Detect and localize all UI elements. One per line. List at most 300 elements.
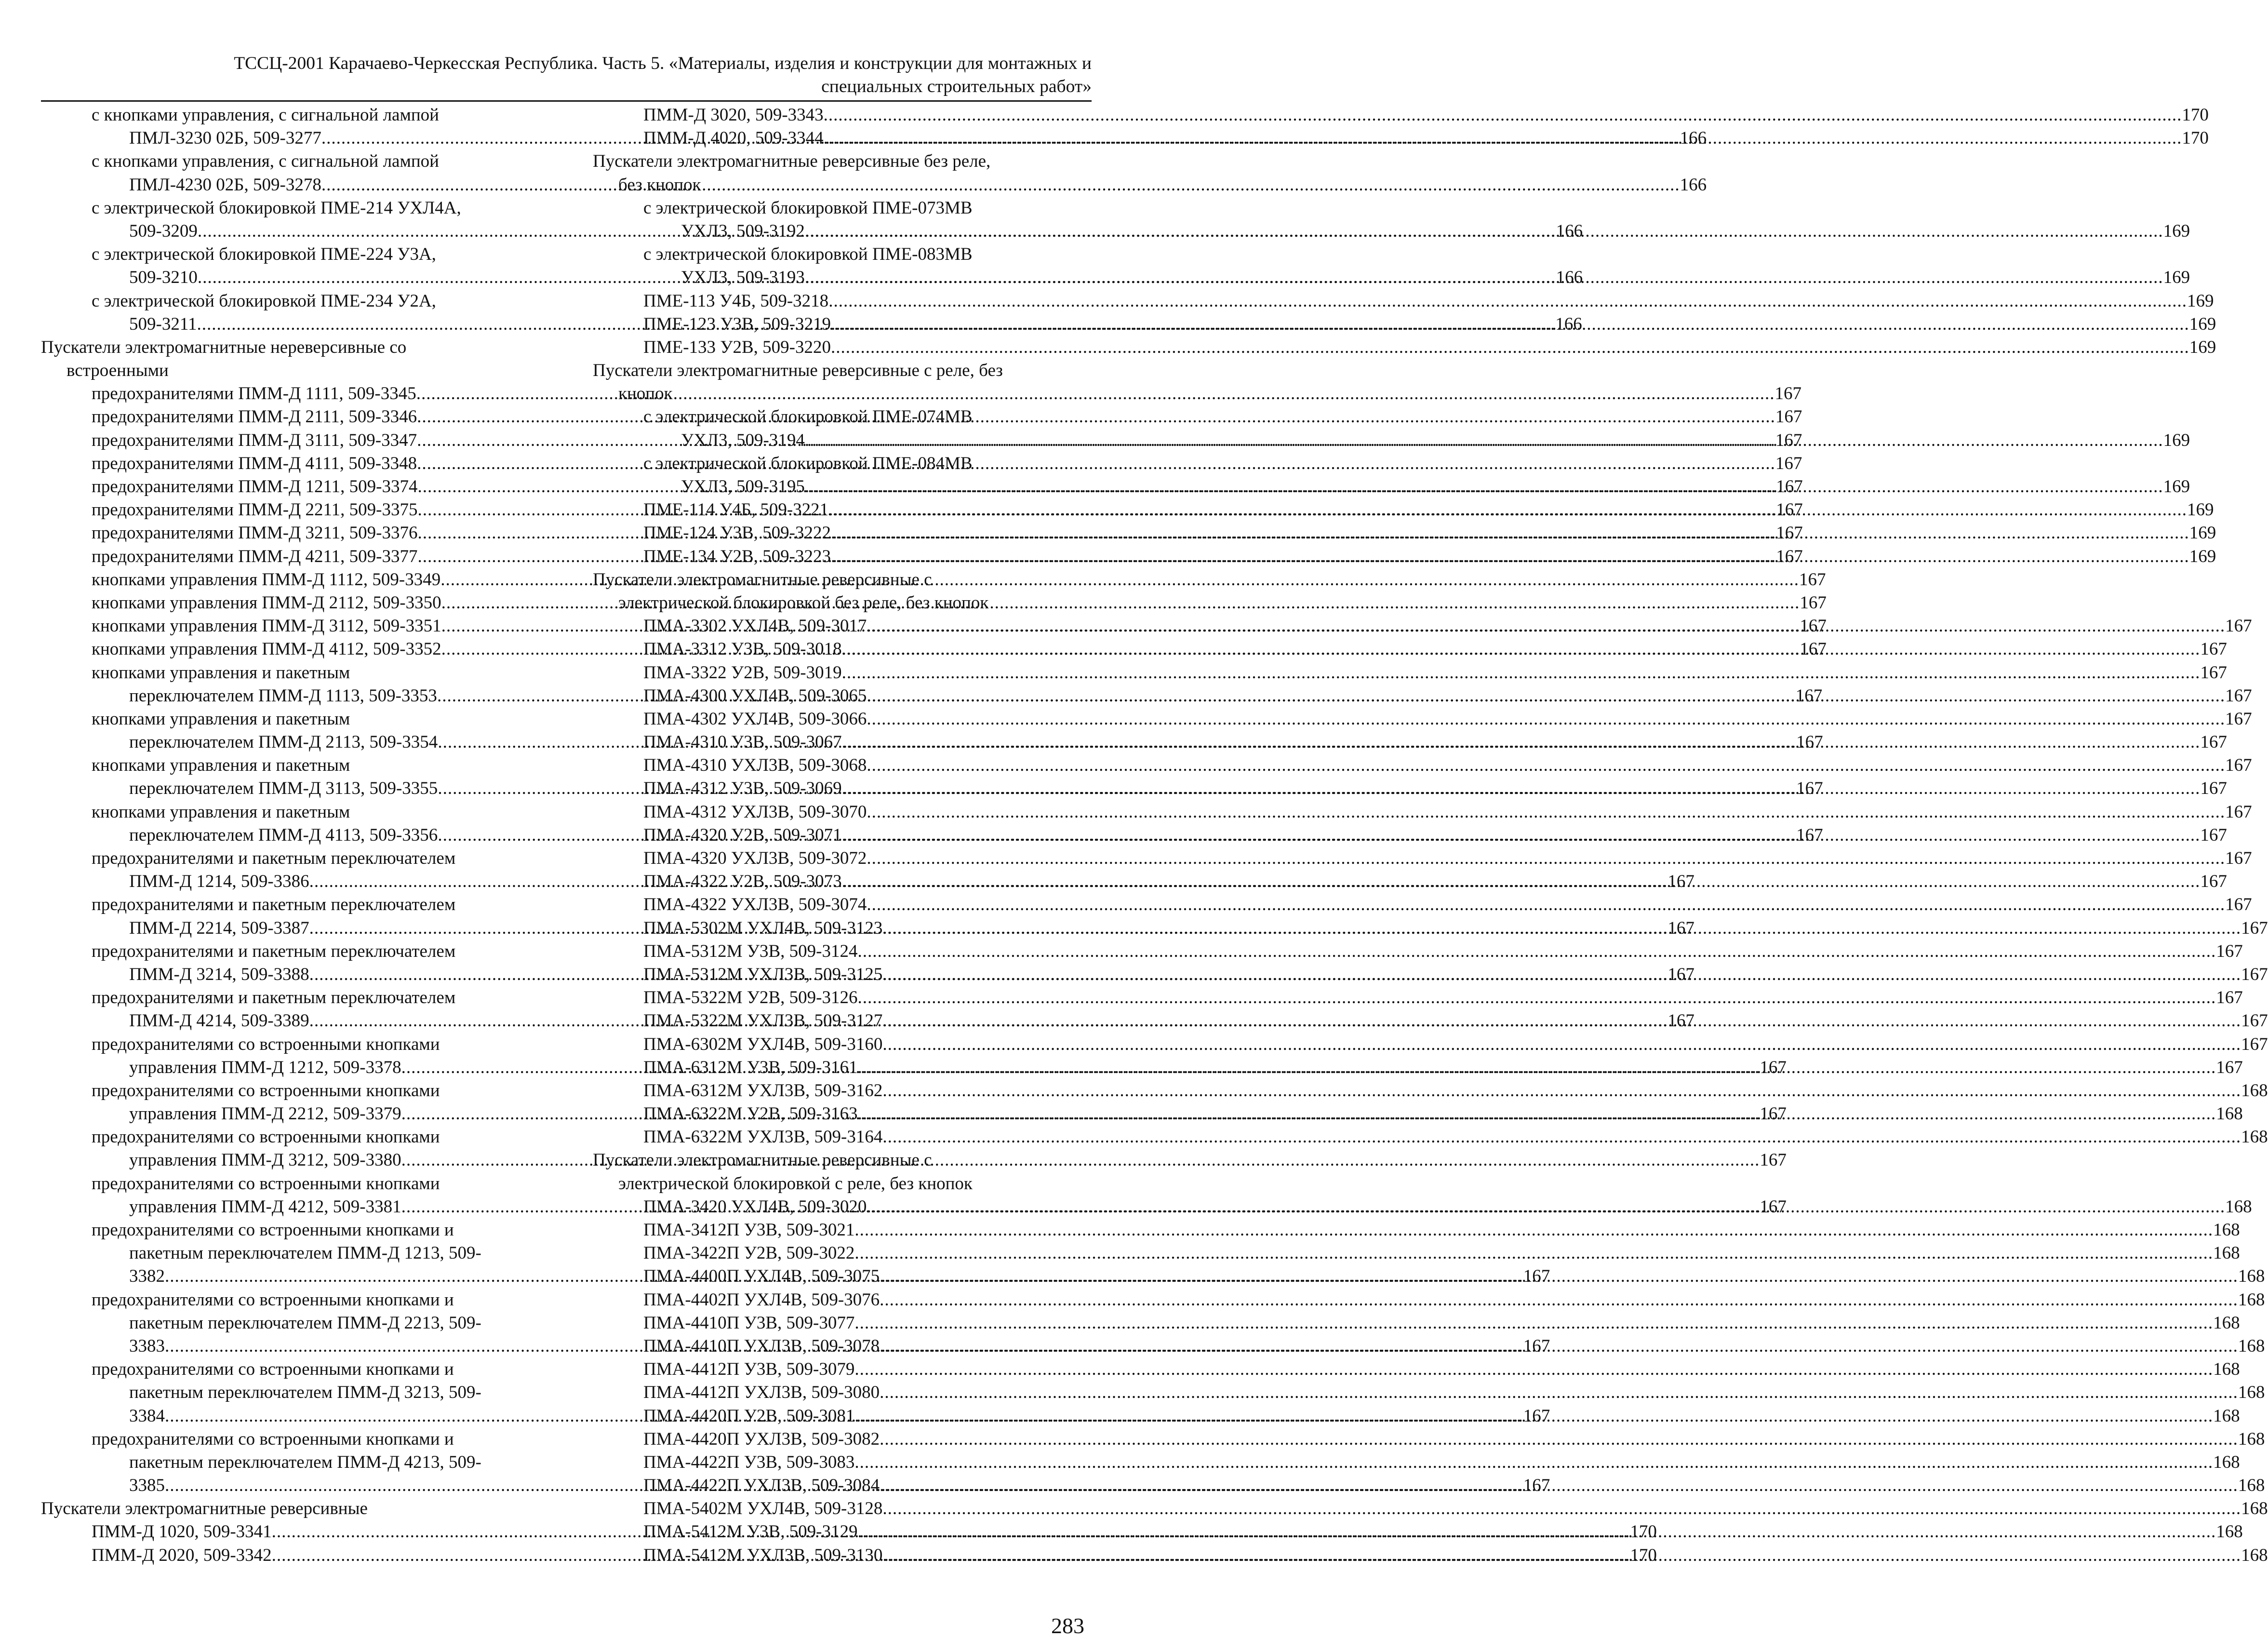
entry-page: 167 [2225,709,2252,729]
index-entry [41,1289,533,1312]
index-entry [593,708,2252,731]
index-entry [593,1312,2240,1335]
index-entry [41,1079,533,1102]
dot-leader [882,1544,2241,1567]
dot-leader [854,1451,2213,1474]
dot-leader [880,1474,2238,1497]
index-entry [41,1358,533,1381]
entry-page: 167 [1795,685,1823,706]
entry-text: ПМА-6322М УХЛ3В, 509-3164 [643,1127,883,1147]
running-header [39,52,1092,98]
entry-text: ПМЕ-133 У2В, 509-3220 [643,337,831,357]
entry-page: 167 [2225,895,2252,915]
index-entry [41,661,533,685]
entry-text: предохранителями со встроенными кнопками и [92,1220,454,1240]
entry-text: пакетным переключателем ПММ-Д 2213, 509- [129,1313,481,1333]
entry-text: кнопками управления и пакетным [92,755,350,776]
header-line-2: специальных строительных работ» [821,77,1092,96]
entry-text: кнопками управления и пакетным [92,662,350,683]
index-entry [593,1056,2243,1079]
index-entry [593,290,2214,313]
entry-text: ПМА-4422П У3В, 509-3083 [643,1452,855,1472]
entry-page: 167 [1776,523,1803,543]
entry-page: 167 [1668,1011,1694,1031]
entry-text: УХЛ3, 509-3192 [681,221,805,241]
dot-leader [831,336,2189,359]
index-entry [593,685,2252,708]
dot-leader [882,1126,2241,1149]
dot-leader [805,429,2163,452]
entry-text: ПМА-3322 У2В, 509-3019 [643,662,842,683]
index-entry [41,893,533,916]
entry-text: с электрической блокировкой ПМЕ-083МВ [643,244,973,265]
entry-text: предохранителями ПММ-Д 1211, 509-3374 [92,477,418,497]
entry-text: ПММ-Д 3020, 509-3343 [643,105,824,125]
dot-leader [842,777,2201,800]
index-entry [593,824,2227,847]
dot-leader [867,1195,2225,1219]
entry-text: кнопок [618,384,673,404]
entry-text: ПМА-5312М У3В, 509-3124 [643,941,858,961]
entry-page: 167 [1523,1476,1550,1496]
entry-page: 167 [1668,964,1694,984]
dot-leader [842,661,2201,685]
dot-leader [842,731,2201,754]
entry-page: 167 [1796,779,1823,799]
entry-page: 167 [2241,1034,2268,1054]
entry-text: предохранителями со встроенными кнопками и [92,1429,454,1449]
entry-page: 167 [1523,1336,1550,1356]
entry-text: предохранителями и пакетным переключателем [92,988,456,1008]
dot-leader [882,1009,2241,1033]
entry-page: 167 [2241,964,2268,984]
entry-page: 168 [2213,1220,2240,1240]
index-entry [41,150,533,173]
index-entry [593,777,2227,800]
entry-text: ПМА-6322М У2В, 509-3163 [643,1104,858,1124]
index-entry [41,104,533,127]
entry-text: УХЛ3, 509-3195 [681,477,805,497]
entry-page: 169 [2189,314,2216,334]
entry-text: Пускатели электромагнитные нереверсивные со [41,337,407,357]
index-entry [41,1172,533,1195]
index-entry [41,708,533,731]
entry-text: Пускатели электромагнитные реверсивные без реле, [593,151,991,172]
entry-text: ПМА-4412П УХЛ3В, 509-3080 [643,1383,880,1403]
dot-leader [858,1102,2216,1126]
entry-text: ПММ-Д 3214, 509-3388 [129,964,309,984]
index-entry [593,661,2227,685]
dot-leader [858,1056,2216,1079]
entry-page: 167 [1668,918,1694,938]
dot-leader [805,266,2163,289]
entry-text: с кнопками управления, с сигнальной лампой [92,105,439,125]
header-divider [41,100,1092,102]
entry-text: кнопками управления и пакетным [92,709,350,729]
entry-text: ПМЕ-114 У4Б, 509-3221 [643,500,829,520]
entry-text: управления ПММ-Д 4212, 509-3381 [129,1196,401,1217]
dot-leader [828,498,2187,522]
entry-text: с кнопками управления, с сигнальной лампой [92,151,439,172]
entry-text: переключателем ПММ-Д 4113, 509-3356 [129,825,438,845]
entry-text: ПМА-3312 У3В, 509-3018 [643,639,842,659]
entry-page: 167 [2200,779,2227,799]
entry-page: 168 [2225,1196,2252,1217]
entry-text: ПМА-3422П У2В, 509-3022 [643,1243,855,1263]
entry-text: предохранителями со встроенными кнопками [92,1127,440,1147]
entry-page: 167 [2216,1057,2243,1077]
entry-page: 169 [2163,221,2190,241]
dot-leader [842,824,2201,847]
entry-text: с электрической блокировкой ПМЕ-073МВ [643,198,973,218]
index-entry [593,1126,2268,1149]
dot-leader [867,685,2225,708]
entry-text: ПМЕ-134 У2В, 509-3223 [643,546,831,566]
entry-page: 168 [2213,1359,2240,1380]
entry-page: 167 [2200,732,2227,752]
entry-page: 168 [2238,1476,2265,1496]
index-entry [593,382,1092,405]
entry-text: ПМА-4412П У3В, 509-3079 [643,1359,855,1380]
index-entry [593,197,1092,220]
index-entry [593,1358,2240,1381]
index-entry [41,290,533,313]
index-entry [593,917,2268,940]
entry-text: переключателем ПММ-Д 1113, 509-3353 [129,685,437,706]
entry-text: ПМЛ-4230 02Б, 509-3278 [129,174,321,195]
entry-text: управления ПММ-Д 2212, 509-3379 [129,1104,401,1124]
index-entry [41,1033,533,1056]
index-entry [593,1242,2240,1265]
entry-text: ПМА-4302 УХЛ4В, 509-3066 [643,709,867,729]
index-entry [593,150,1092,173]
index-entry [593,615,2252,638]
entry-text: электрической блокировкой без реле, без кнопок [618,592,989,613]
entry-text: кнопками управления и пакетным [92,802,350,822]
entry-text: Пускатели электромагнитные реверсивные [41,1499,368,1519]
entry-page: 168 [2241,1127,2268,1147]
entry-text: ПМЛ-3230 02Б, 509-3277 [129,128,321,148]
dot-leader [867,847,2225,870]
entry-page: 169 [2189,337,2216,357]
entry-text: 3382 [129,1266,165,1287]
index-entry [41,801,533,824]
entry-page: 167 [1796,732,1823,752]
entry-page: 166 [1556,268,1583,288]
entry-page: 168 [2213,1313,2240,1333]
entry-text: Пускатели электромагнитные реверсивные с [593,1150,932,1170]
entry-page: 167 [2225,848,2252,868]
entry-page: 168 [2216,1104,2243,1124]
index-entry [41,1219,533,1242]
entry-page: 167 [2200,662,2227,683]
entry-page: 168 [2241,1080,2268,1101]
dot-leader [824,104,2182,127]
entry-text: ПМА-5322М У2В, 509-3126 [643,988,858,1008]
entry-page: 170 [2182,128,2209,148]
index-entry [593,801,2252,824]
index-entry [41,1126,533,1149]
index-entry [593,243,1092,266]
entry-text: ПМА-4410П У3В, 509-3077 [643,1313,855,1333]
entry-text: предохранителями ПММ-Д 3111, 509-3347 [92,430,417,450]
index-entry [41,243,533,266]
index-entry [593,452,1092,475]
entry-text: ПМА-5412М У3В, 509-3129 [643,1522,858,1542]
entry-page: 168 [2238,1429,2265,1449]
entry-page: 168 [2213,1452,2240,1472]
dot-leader [858,986,2216,1009]
index-entry [593,405,1092,429]
index-entry [593,1428,2265,1451]
index-entry [593,940,2243,963]
entry-text: ПМА-4312 УХЛ3В, 509-3070 [643,802,867,822]
entry-text: ПМА-4320 У2В, 509-3071 [643,825,842,845]
dot-leader [882,963,2241,986]
page-number: 283 [1051,1613,1084,1638]
entry-page: 169 [2163,430,2190,450]
index-entry [41,754,533,777]
dot-leader [831,545,2189,568]
dot-leader [831,313,2189,336]
entry-text: предохранителями ПММ-Д 4211, 509-3377 [92,546,418,566]
index-entry [593,754,2252,777]
entry-page: 168 [2216,1522,2243,1542]
entry-page: 166 [1680,128,1707,148]
entry-text: ПММ-Д 4020, 509-3344 [643,128,824,148]
entry-page: 168 [2241,1499,2268,1519]
entry-text: предохранителями ПММ-Д 2111, 509-3346 [92,407,417,427]
index-entry [593,1009,2268,1033]
dot-leader [854,1405,2213,1428]
header-line-1: ТССЦ-2001 Карачаево-Черкесская Республика. Часть 5. «Материалы, изделия и конструкции для монтажных и [234,54,1092,73]
entry-text: управления ПММ-Д 3212, 509-3380 [129,1150,401,1170]
dot-leader [831,522,2189,545]
dot-leader [880,1335,2238,1358]
entry-text: 3383 [129,1336,165,1356]
dot-leader [842,638,2201,661]
entry-page: 167 [2225,685,2252,706]
entry-text: ПМА-6312М У3В, 509-3161 [643,1057,858,1077]
entry-text: предохранителями со встроенными кнопками [92,1034,440,1054]
entry-text: ПМА-4320 УХЛ3В, 509-3072 [643,848,867,868]
index-entry [593,893,2252,916]
dot-leader [880,1265,2238,1288]
entry-page: 167 [1799,569,1826,590]
entry-page: 170 [1630,1522,1657,1542]
entry-text: ПМА-5402М УХЛ4В, 509-3128 [643,1499,883,1519]
entry-text: ПМА-4322 У2В, 509-3073 [643,872,842,892]
entry-text: ПМА-4402П УХЛ4В, 509-3076 [643,1289,880,1310]
entry-text: предохранителями и пакетным переключателем [92,848,456,868]
index-entry [593,986,2243,1009]
entry-page: 167 [2241,1011,2268,1031]
index-entry [41,1381,533,1404]
dot-leader [882,1033,2241,1056]
entry-text: с электрической блокировкой ПМЕ-074МВ [643,407,973,427]
entry-text: ПМА-5412М УХЛ3В, 509-3130 [643,1545,883,1565]
entry-page: 167 [1523,1406,1550,1426]
entry-page: 167 [2241,918,2268,938]
entry-text: Пускатели электромагнитные реверсивные с реле, без [593,361,1003,381]
entry-page: 167 [1668,872,1694,892]
entry-page: 169 [2189,523,2216,543]
entry-page: 167 [1800,616,1827,636]
dot-leader [880,1428,2238,1451]
entry-page: 166 [1680,174,1707,195]
entry-text: с электрической блокировкой ПМЕ-224 У3А, [92,244,436,265]
index-entry [41,986,533,1009]
entry-page: 166 [1556,221,1583,241]
entry-page: 167 [1776,546,1803,566]
entry-page: 166 [1555,314,1582,334]
dot-leader [828,290,2187,313]
entry-text: ПММ-Д 4214, 509-3389 [129,1011,309,1031]
index-entry [41,1428,533,1451]
index-entry [41,336,533,359]
entry-page: 167 [2225,755,2252,776]
entry-text: ПММ-Д 1020, 509-3341 [92,1522,272,1542]
entry-page: 168 [2238,1336,2265,1356]
index-entry [41,1497,533,1520]
index-entry [593,591,1092,615]
entry-text: ПМА-4300 УХЛ4В, 509-3065 [643,685,867,706]
dot-leader [867,708,2225,731]
entry-page: 169 [2163,477,2190,497]
entry-page: 167 [1796,825,1823,845]
entry-page: 167 [2216,988,2243,1008]
index-entry [41,359,533,382]
dot-leader [867,754,2225,777]
dot-leader [867,893,2225,916]
entry-text: без кнопок [618,174,701,195]
index-entry [41,197,533,220]
entry-text: предохранителями ПММ-Д 4111, 509-3348 [92,453,417,473]
entry-text: ПММ-Д 2214, 509-3387 [129,918,309,938]
dot-leader [854,1312,2213,1335]
entry-page: 167 [1760,1196,1787,1217]
entry-text: 509-3210 [129,268,198,288]
entry-page: 167 [2216,941,2243,961]
entry-text: ПМА-4400П УХЛ4В, 509-3075 [643,1266,880,1287]
entry-text: ПМА-3302 УХЛ4В, 509-3017 [643,616,867,636]
entry-text: с электрической блокировкой ПМЕ-214 УХЛ4А, [92,198,461,218]
dot-leader [882,1497,2241,1520]
entry-page: 167 [1523,1266,1550,1287]
entry-text: предохранителями и пакетным переключателем [92,941,456,961]
index-entry [593,1497,2268,1520]
entry-page: 168 [2238,1383,2265,1403]
index-entry [593,336,2216,359]
entry-text: ПМА-3420 УХЛ4В, 509-3020 [643,1196,867,1217]
dot-leader [880,1381,2238,1404]
entry-text: с электрической блокировкой ПМЕ-084МВ [643,453,973,473]
index-entry [593,1289,2265,1312]
entry-text: предохранителями и пакетным переключателем [92,895,456,915]
entry-text: ПМЕ-113 У4Б, 509-3218 [643,291,829,311]
entry-page: 167 [1775,407,1802,427]
dot-leader [858,1520,2216,1544]
entry-text: предохранителями со встроенными кнопками [92,1173,440,1194]
index-entry [593,638,2227,661]
entry-text: ПМА-4420П У2В, 509-3081 [643,1406,855,1426]
entry-text: ПМА-5322М УХЛ3В, 509-3127 [643,1011,883,1031]
index-entry [593,359,1092,382]
index-entry [41,1451,533,1474]
entry-page: 168 [2241,1545,2268,1565]
dot-leader [842,870,2201,893]
entry-page: 169 [2187,291,2214,311]
entry-page: 167 [2200,825,2227,845]
entry-text: переключателем ПММ-Д 2113, 509-3354 [129,732,438,752]
dot-leader [867,615,2225,638]
entry-text: УХЛ3, 509-3194 [681,430,805,450]
dot-leader [858,940,2216,963]
entry-text: ПМЕ-124 У3В, 509-3222 [643,523,831,543]
entry-text: предохранителями со встроенными кнопками и [92,1289,454,1310]
entry-page: 168 [2213,1243,2240,1263]
index-entry [593,1219,2240,1242]
dot-leader [805,220,2163,243]
entry-text: предохранителями ПММ-Д 1111, 509-3345 [92,384,416,404]
entry-page: 170 [2182,105,2209,125]
entry-text: ПМА-4322 УХЛ3В, 509-3074 [643,895,867,915]
entry-text: управления ПММ-Д 1212, 509-3378 [129,1057,401,1077]
entry-text: встроенными [67,361,169,381]
entry-page: 167 [1775,453,1802,473]
entry-page: 167 [1760,1150,1787,1170]
index-entry [41,847,533,870]
entry-text: кнопками управления ПММ-Д 1112, 509-3349 [92,569,441,590]
entry-text: пакетным переключателем ПММ-Д 4213, 509- [129,1452,481,1472]
index-entry [593,870,2227,893]
index-entry [593,1079,2268,1102]
entry-page: 167 [1775,430,1802,450]
entry-text: кнопками управления ПММ-Д 3112, 509-3351 [92,616,441,636]
entry-text: с электрической блокировкой ПМЕ-234 У2А, [92,291,436,311]
dot-leader [880,1289,2238,1312]
dot-leader [805,475,2163,498]
index-entry [593,1033,2268,1056]
entry-text: электрической блокировкой с реле, без кнопок [618,1173,973,1194]
entry-page: 169 [2163,268,2190,288]
entry-page: 169 [2189,546,2216,566]
entry-text: ПМА-4410П УХЛ3В, 509-3078 [643,1336,880,1356]
entry-text: УХЛ3, 509-3193 [681,268,805,288]
entry-text: ПМА-4310 УХЛ3В, 509-3068 [643,755,867,776]
entry-text: пакетным переключателем ПММ-Д 1213, 509- [129,1243,481,1263]
entry-text: кнопками управления ПММ-Д 2112, 509-3350 [92,592,441,613]
entry-text: предохранителями со встроенными кнопками и [92,1359,454,1380]
dot-leader [854,1358,2213,1381]
entry-text: Пускатели электромагнитные реверсивные с [593,569,932,590]
entry-text: 3384 [129,1406,165,1426]
entry-text: ПММ-Д 2020, 509-3342 [92,1545,272,1565]
index-entry [593,847,2252,870]
entry-page: 167 [1800,592,1827,613]
entry-text: ПММ-Д 1214, 509-3386 [129,872,309,892]
index-entry [593,963,2268,986]
entry-text: ПМА-4422П УХЛ3В, 509-3084 [643,1476,880,1496]
entry-text: 3385 [129,1476,165,1496]
index-entry [593,1451,2240,1474]
entry-text: кнопками управления ПММ-Д 4112, 509-3352 [92,639,441,659]
entry-page: 170 [1630,1545,1657,1565]
entry-text: предохранителями ПММ-Д 3211, 509-3376 [92,523,418,543]
entry-text: ПМА-5312М УХЛ3В, 509-3125 [643,964,883,984]
entry-page: 167 [1760,1057,1787,1077]
entry-page: 167 [2225,802,2252,822]
